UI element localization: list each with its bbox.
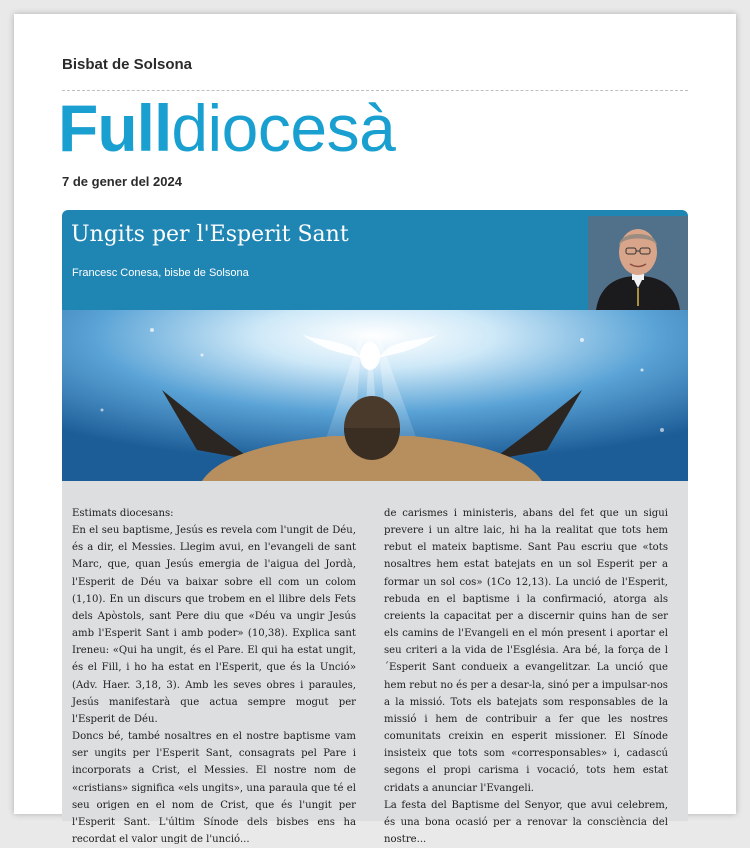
article-title: Ungits per l'Esperit Sant: [71, 222, 349, 247]
paragraph: La festa del Baptisme del Senyor, que avui celebrem, és una bona ocasió per a renovar la consciència del nostre...: [384, 799, 668, 845]
paragraph: de carismes i ministeris, abans del fet que un sigui prevere i un altre laic, hi ha la realitat que tots hem rebut el mateix baptisme. Sant Pau escriu que «tots nosaltres hem estat batejats en un sol Esperit per a formar un sol cos» (1Co 12,13). La unció de l'Esperit, rebuda en el baptisme i la confirmació, atorga als creients la capacitat per a discernir quins han de ser els camins de l'Evangeli en el món present i aportar el seu criteri a la vida de l'Església. Ara bé, la força de l´Esperit Sant condueix a evangelitzar. La unció que hem rebut no és per a desar-la, sinó per a impulsar-nos a la missió. Tots els batejats som responsables de la missió i hem de contribuir a fer que les nostres comunitats creixin en esperit missioner. El Sínode insisteix que tots som «corresponsables» i, cadascú segons el propi carisma i vocació, tots hem estat cridats a anunciar l'Evangeli.: [384, 508, 668, 794]
article-column-right: [384, 505, 668, 848]
issue-date: 7 de gener del 2024: [62, 174, 182, 189]
article-body: [62, 481, 688, 845]
author-portrait: [588, 216, 688, 310]
baptism-illustration: [62, 310, 688, 481]
masthead-logo: [58, 92, 395, 164]
article-column-left: [72, 505, 356, 848]
paragraph: En el seu baptisme, Jesús es revela com l'ungit de Déu, és a dir, el Messies. Llegim avui, en l'evangeli de sant Marc, que, quan Jesús emergia de l'aigua del Jordà, l'Esperit de Déu va baixar sobre ell com un colom (1,10). En un discurs que trobem en el llibre dels Fets dels Apòstols, sant Pere diu que «Déu va ungir Jesús amb l'Esperit Sant i amb poder» (10,38). Explica sant Ireneu: «Qui ha ungit, és el Pare. El qui ha estat ungit, és el Fill, i ho ha estat en l'Esperit, que és la Unció» (Adv. Haer. 3,18, 3). Amb les seves obres i paraules, Jesús manifestarà que actua sempre mogut per l'Esperit de Déu.: [72, 525, 356, 725]
organization-name: Bisbat de Solsona: [62, 56, 193, 73]
article-byline: Francesc Conesa, bisbe de Solsona: [72, 267, 249, 279]
article-photo: [62, 310, 688, 481]
paragraph: Doncs bé, també nosaltres en el nostre baptisme vam ser ungits per l'Esperit Sant, consagrats pel Pare i incorporats a Crist, el Messies. El nostre nom de «cristians» significa «els ungits», una paraula que té el seu origen en el nom de Crist, que és l'ungit per l'Esperit Sant. L'últim Sínode dels bisbes ens ha recordat el valor ungit de l'unció...: [72, 731, 356, 845]
salutation: Estimats diocesans:: [72, 508, 174, 519]
masthead-bold: Full: [58, 91, 172, 165]
newsletter-page: [14, 14, 736, 845]
masthead-light: diocesà: [171, 91, 396, 165]
bishop-portrait-image: [588, 216, 688, 310]
article-banner: [62, 210, 688, 310]
